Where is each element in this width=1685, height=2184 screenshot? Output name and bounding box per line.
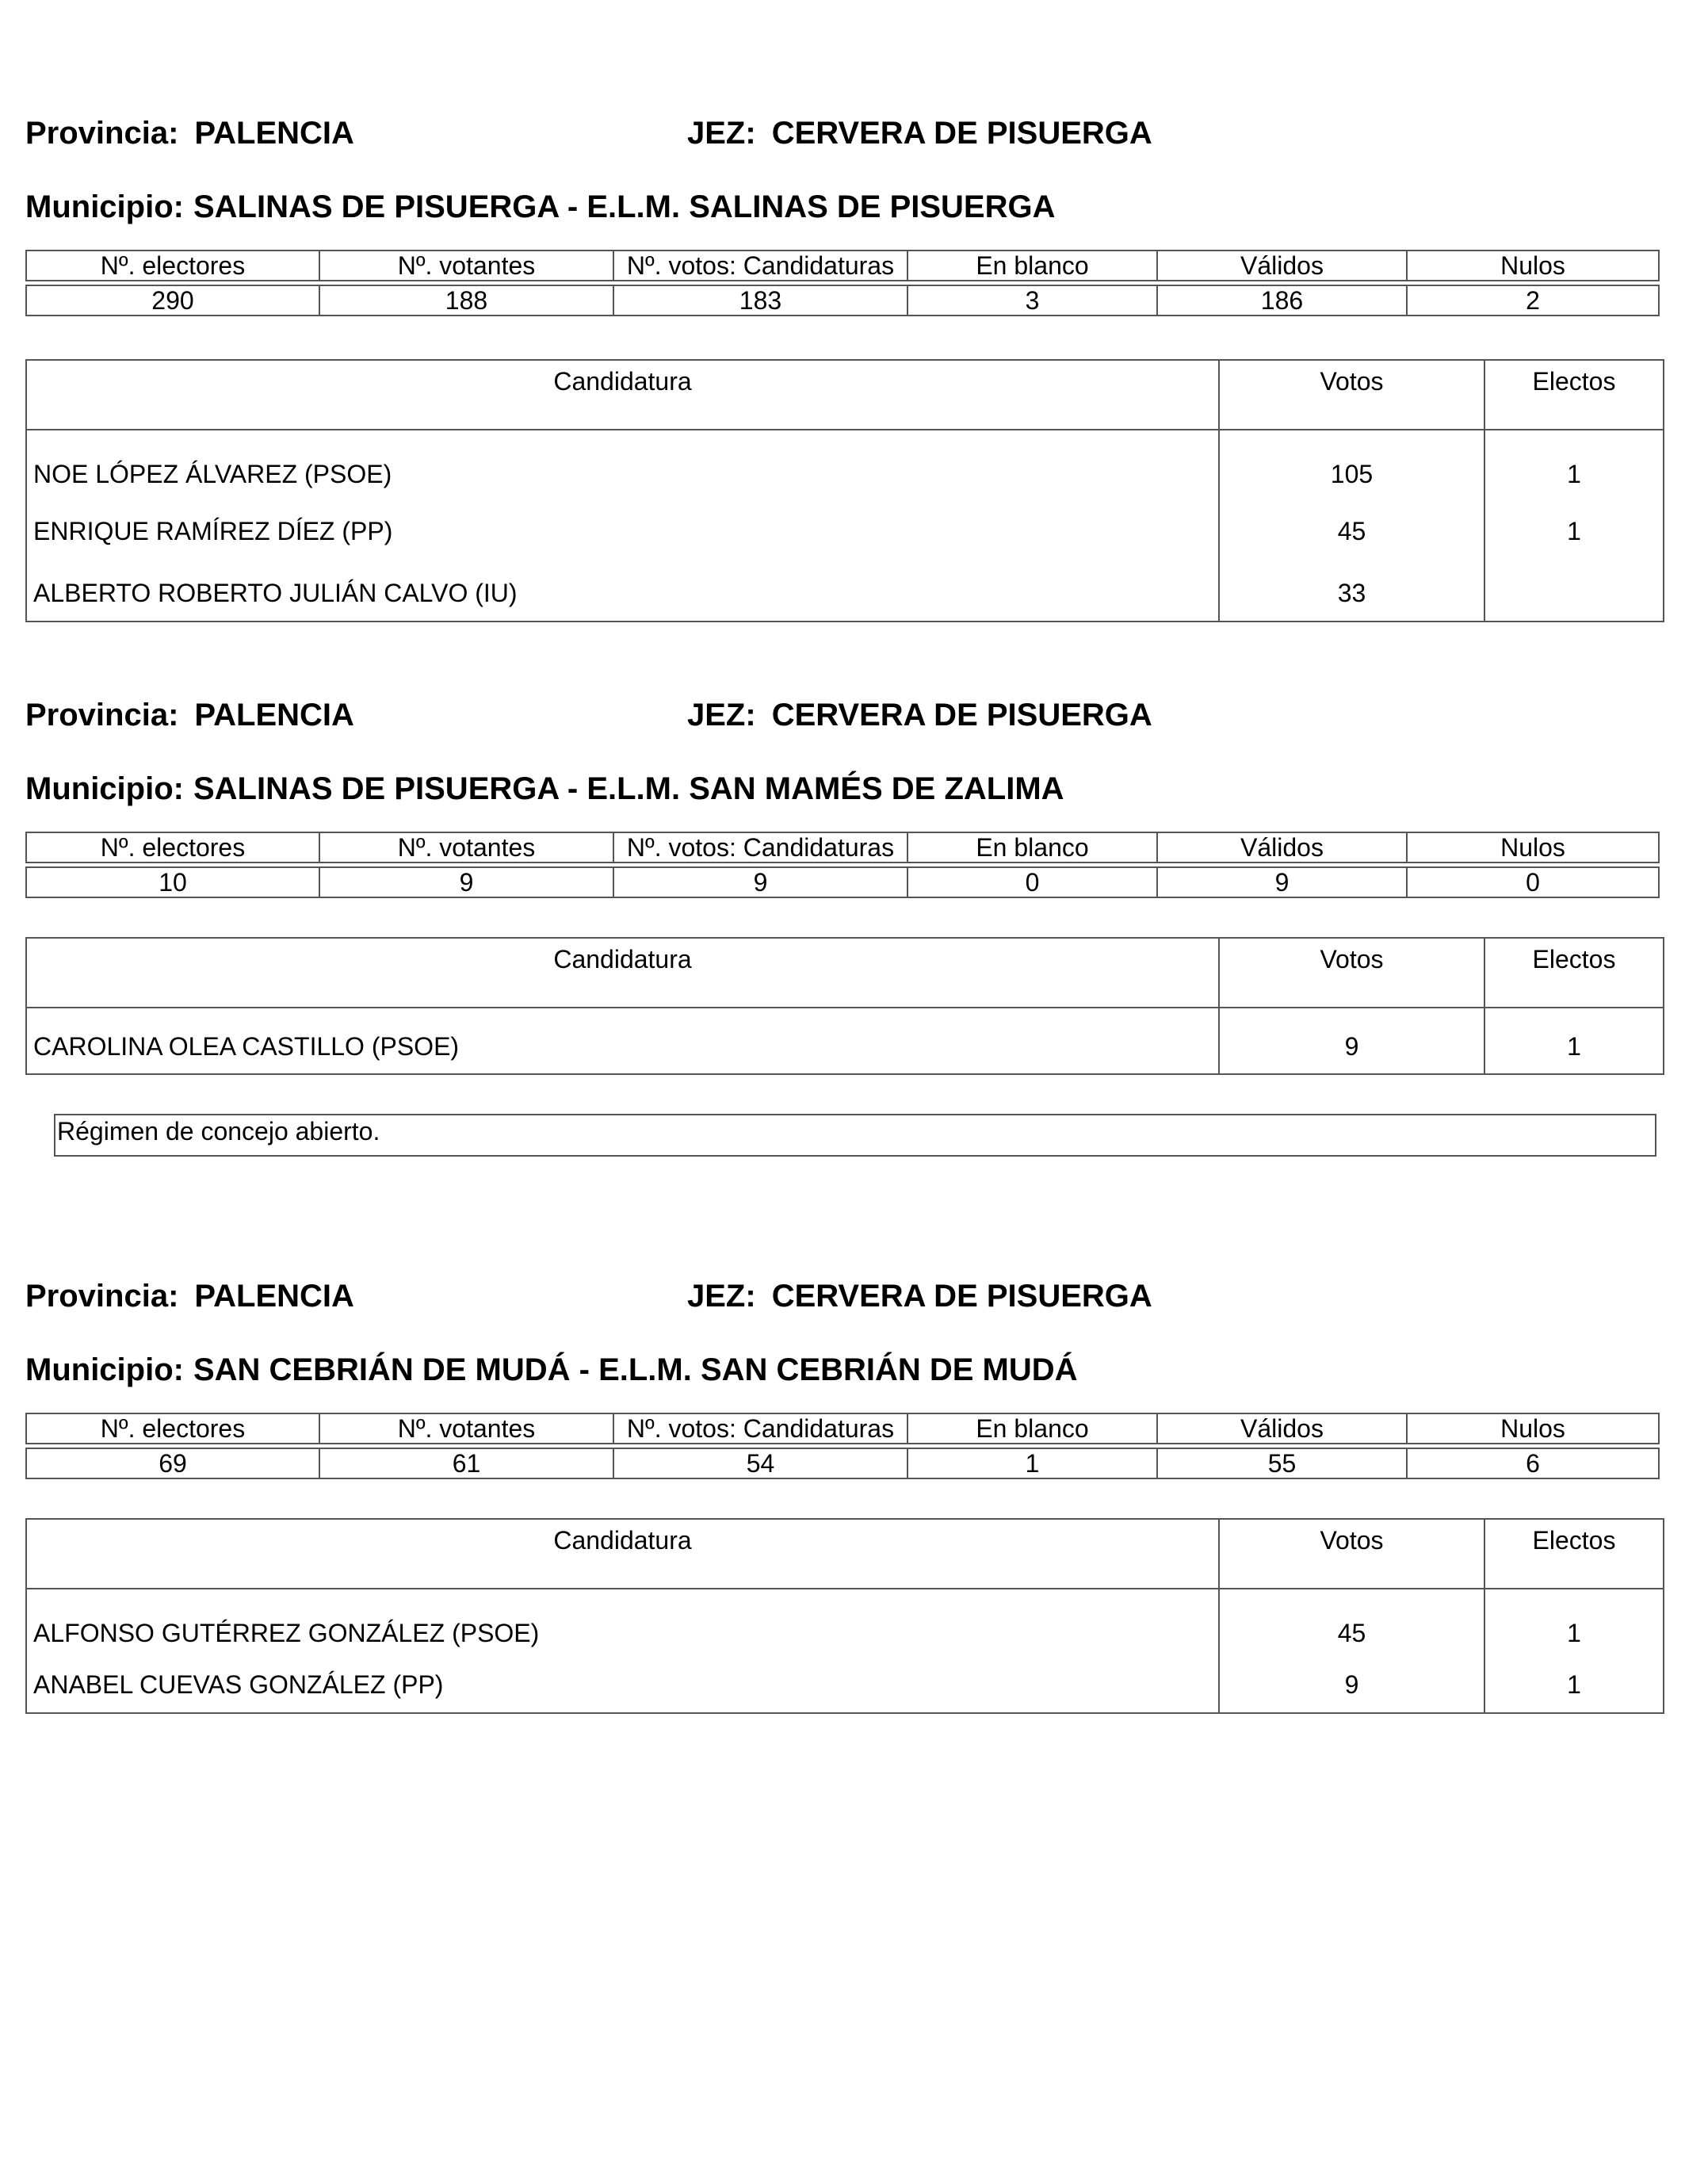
municipio-value: SALINAS DE PISUERGA - E.L.M. SALINAS DE PISUERGA (193, 189, 1056, 224)
electos-header: Electos (1484, 360, 1664, 430)
stats-value-row (26, 285, 1659, 316)
votos-header: Votos (1219, 938, 1484, 1008)
stats-table (25, 250, 1660, 316)
table-row (26, 498, 1664, 565)
stats-header-cell: En blanco (907, 832, 1157, 863)
stats-header-cell: Nulos (1407, 251, 1659, 281)
votos-header: Votos (1219, 360, 1484, 430)
stats-value-cell: 0 (907, 867, 1157, 897)
municipio-label: Municipio: (25, 771, 184, 806)
candidate-votos: 45 (1219, 498, 1484, 565)
jez-line (687, 695, 1152, 735)
stats-value-cell: 3 (907, 285, 1157, 316)
candidate-electos: 1 (1567, 460, 1581, 488)
stats-header-cell: Nº. electores (26, 251, 319, 281)
stats-header-cell: Nº. votos: Candidaturas (613, 832, 907, 863)
provincia-label: Provincia: (25, 1279, 179, 1314)
municipio-value: SALINAS DE PISUERGA - E.L.M. SAN MAMÉS DE ZALIMA (193, 771, 1064, 806)
candidate-votos: 9 (1219, 1657, 1484, 1713)
note-box: Régimen de concejo abierto. (54, 1114, 1656, 1157)
candidate-votos: 45 (1219, 1589, 1484, 1657)
jez-value: CERVERA DE PISUERGA (771, 1279, 1152, 1314)
stats-value-cell: 1 (907, 1448, 1157, 1478)
candidatura-header: Candidatura (26, 1519, 1219, 1589)
candidates-header-row (26, 1519, 1664, 1589)
stats-value-cell: 9 (319, 867, 613, 897)
candidate-name: ALBERTO ROBERTO JULIÁN CALVO (IU) (26, 565, 1219, 622)
candidatura-header: Candidatura (26, 938, 1219, 1008)
candidates-header-row (26, 360, 1664, 430)
candidate-electos: 1 (1567, 1619, 1581, 1647)
stats-header-cell: Nº. votantes (319, 832, 613, 863)
municipio-line (25, 187, 1056, 227)
stats-header-cell: Válidos (1157, 251, 1407, 281)
table-row (26, 430, 1664, 498)
municipio-value: SAN CEBRIÁN DE MUDÁ - E.L.M. SAN CEBRIÁN DE MUDÁ (193, 1352, 1078, 1387)
electos-header: Electos (1484, 938, 1664, 1008)
municipio-line (25, 1350, 1078, 1390)
stats-header-cell: Válidos (1157, 1413, 1407, 1444)
stats-value-cell: 61 (319, 1448, 613, 1478)
table-row (26, 1657, 1664, 1713)
stats-value-cell: 54 (613, 1448, 907, 1478)
table-row (26, 1589, 1664, 1657)
provincia-value: PALENCIA (194, 116, 354, 151)
stats-header-cell: Nulos (1407, 1413, 1659, 1444)
provincia-label: Provincia: (25, 698, 179, 732)
stats-header-cell: Nulos (1407, 832, 1659, 863)
electos-header: Electos (1484, 1519, 1664, 1589)
stats-header-cell: Nº. votantes (319, 1413, 613, 1444)
provincia-line (25, 113, 354, 153)
stats-value-row (26, 1448, 1659, 1478)
provincia-label: Provincia: (25, 116, 179, 151)
stats-value-cell: 290 (26, 285, 319, 316)
jez-value: CERVERA DE PISUERGA (771, 698, 1152, 732)
stats-value-cell: 69 (26, 1448, 319, 1478)
candidate-votos: 105 (1219, 430, 1484, 498)
stats-header-row (26, 1413, 1659, 1444)
candidate-name: ENRIQUE RAMÍREZ DÍEZ (PP) (26, 498, 1219, 565)
stats-header-row (26, 832, 1659, 863)
stats-value-cell: 9 (1157, 867, 1407, 897)
jez-line (687, 113, 1152, 153)
stats-header-cell: Nº. electores (26, 1413, 319, 1444)
candidates-table (25, 1518, 1664, 1714)
table-row (26, 1008, 1664, 1074)
jez-value: CERVERA DE PISUERGA (771, 116, 1152, 151)
candidates-header-row (26, 938, 1664, 1008)
votos-header: Votos (1219, 1519, 1484, 1589)
jez-label: JEZ: (687, 698, 756, 732)
candidate-name: ALFONSO GUTÉRREZ GONZÁLEZ (PSOE) (26, 1589, 1219, 1657)
candidate-votos: 33 (1219, 565, 1484, 622)
stats-header-cell: Nº. votos: Candidaturas (613, 251, 907, 281)
stats-value-cell: 10 (26, 867, 319, 897)
candidates-table (25, 937, 1664, 1075)
stats-header-cell: Nº. votos: Candidaturas (613, 1413, 907, 1444)
candidate-votos: 9 (1219, 1008, 1484, 1074)
jez-line (687, 1276, 1152, 1316)
stats-header-row (26, 251, 1659, 281)
municipio-label: Municipio: (25, 1352, 184, 1387)
stats-value-cell: 188 (319, 285, 613, 316)
candidate-name: NOE LÓPEZ ÁLVAREZ (PSOE) (26, 430, 1219, 498)
candidate-electos: 1 (1567, 1032, 1581, 1061)
candidate-name: ANABEL CUEVAS GONZÁLEZ (PP) (26, 1657, 1219, 1713)
stats-value-cell: 186 (1157, 285, 1407, 316)
stats-value-cell: 2 (1407, 285, 1659, 316)
candidate-electos: 1 (1567, 1670, 1581, 1699)
stats-header-cell: Nº. votantes (319, 251, 613, 281)
municipio-line (25, 769, 1064, 809)
stats-table (25, 832, 1660, 898)
table-row (26, 565, 1664, 622)
candidates-table (25, 359, 1664, 622)
provincia-line (25, 695, 354, 735)
provincia-value: PALENCIA (194, 698, 354, 732)
stats-header-cell: En blanco (907, 1413, 1157, 1444)
stats-table (25, 1413, 1660, 1479)
stats-value-cell: 183 (613, 285, 907, 316)
jez-label: JEZ: (687, 1279, 756, 1314)
stats-value-cell: 9 (613, 867, 907, 897)
provincia-value: PALENCIA (194, 1279, 354, 1314)
stats-value-row (26, 867, 1659, 897)
stats-value-cell: 0 (1407, 867, 1659, 897)
stats-value-cell: 6 (1407, 1448, 1659, 1478)
candidate-electos: 1 (1567, 517, 1581, 545)
stats-value-cell: 55 (1157, 1448, 1407, 1478)
candidate-name: CAROLINA OLEA CASTILLO (PSOE) (26, 1008, 1219, 1074)
stats-header-cell: Válidos (1157, 832, 1407, 863)
provincia-line (25, 1276, 354, 1316)
stats-header-cell: En blanco (907, 251, 1157, 281)
candidate-electos (1484, 565, 1664, 622)
jez-label: JEZ: (687, 116, 756, 151)
candidatura-header: Candidatura (26, 360, 1219, 430)
stats-header-cell: Nº. electores (26, 832, 319, 863)
municipio-label: Municipio: (25, 189, 184, 224)
